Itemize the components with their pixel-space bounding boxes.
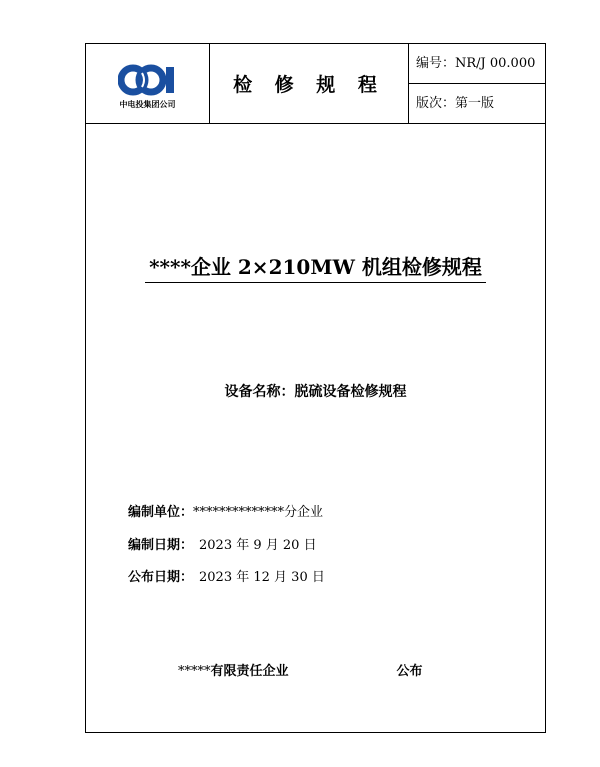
doc-version: 版次：第一版 [416,96,495,111]
logo-company-name: 中电投集团公司 [119,100,176,109]
equipment-name: 设备名称：脱硫设备检修规程 [224,384,407,400]
meta-cell [409,44,545,123]
compile-unit-line [128,501,323,520]
compile-unit-label: 编制单位： [128,505,194,520]
compile-date-value: 2023 年 9 月 20 日 [199,538,317,553]
compile-date-label: 编制日期： [128,538,194,553]
doc-type-title: 检 修 规 程 [210,44,409,123]
document-header [86,44,545,124]
issuer-stars: ***** [178,664,211,679]
publish-date-line [128,566,325,585]
main-title [86,251,545,283]
issuer-action: 公布 [396,664,423,679]
doc-number: 编号：NR/J 00.000 [409,44,545,84]
company-logo-icon [118,63,178,97]
issuer-line [178,660,423,679]
main-title-text: ****企业 2×210MW 机组检修规程 [145,251,486,283]
logo-cell [86,44,210,123]
publish-date-value: 2023 年 12 月 30 日 [199,570,325,585]
document-frame [85,43,546,733]
compile-date-line [128,534,317,553]
compile-unit-value: **************分企业 [193,505,324,520]
issuer-company: 有限责任企业 [210,664,289,679]
publish-date-label: 公布日期： [128,570,194,585]
